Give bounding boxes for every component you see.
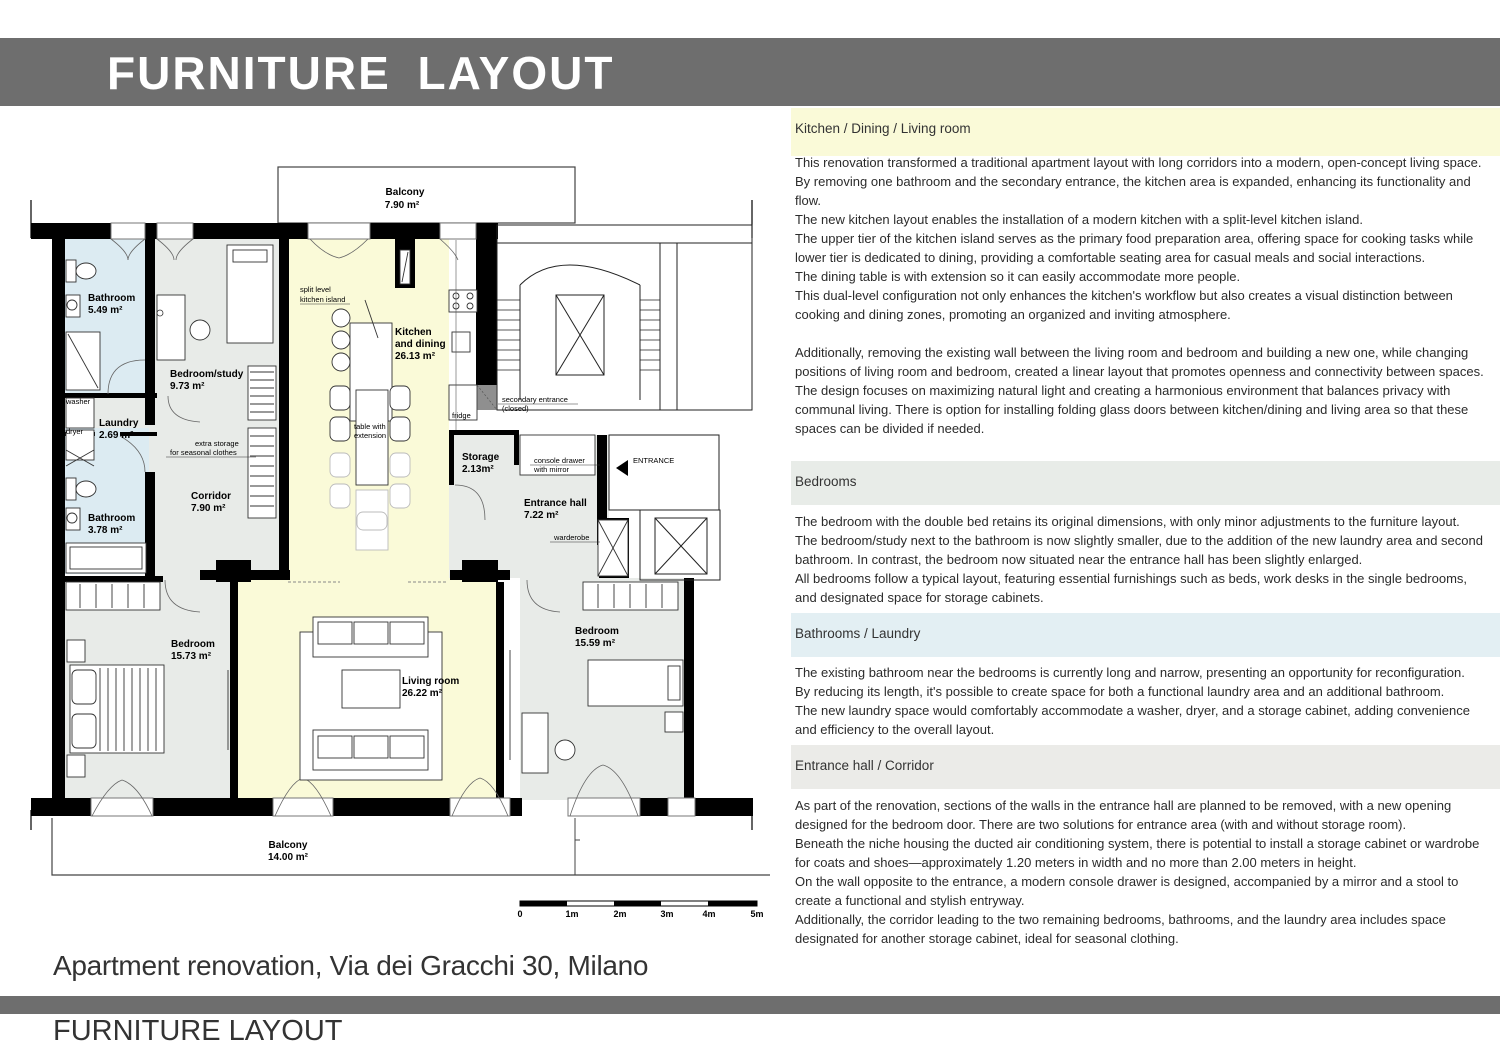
note-extra-storage: extra storage (195, 439, 239, 448)
scale-bar (520, 901, 757, 906)
balcony-top (278, 167, 575, 223)
scale-label-0: 0 (517, 909, 523, 919)
note-warderobe: warderobe (554, 533, 590, 542)
note-kitchen-island: kitchen island (300, 295, 346, 304)
bedroom-left-area: 15.73 m² (171, 651, 212, 662)
note-seasonal-clothes: for seasonal clothes (170, 448, 237, 457)
kitchen-line-6: This dual-level configuration not only enhances the kitchen's workflow but also creates a visual distinction between cooking and dining zones, promoting an organized and inviting atmosphere. (795, 288, 1453, 322)
section-heading-bathrooms: Bathrooms / Laundry (791, 613, 1500, 657)
bedroom-left-name: Bedroom (171, 639, 215, 650)
storage-name: Storage (462, 452, 500, 463)
kitchen-line-9: The design focuses on maximizing natural light and creating a harmonious environment that balances privacy with communal living. There is option for installing folding glass doors between kitchen/dining and living area so that these spaces can be divided if needed. (795, 383, 1469, 436)
kitchen-line-5: The dining table is with extension so it can easily accommodate more people. (795, 269, 1241, 284)
corridor-name: Corridor (191, 491, 231, 502)
entrance-line-4: Additionally, the corridor leading to the two remaining bedrooms, bathrooms, and the laundry area includes space designated for another storage cabinet, ideal for seasonal clothing. (795, 912, 1446, 946)
section-heading-entrance: Entrance hall / Corridor (791, 745, 1500, 789)
page-title: FURNITURE LAYOUT (107, 47, 615, 99)
scale-label-1: 1m (565, 909, 579, 919)
footer-band (0, 996, 1500, 1014)
bedroom-right-area: 15.59 m² (575, 638, 616, 649)
note-secondary-entrance: secondary entrance (502, 395, 568, 404)
bathroom2-area: 3.78 m² (88, 525, 123, 536)
bedroom-study-area: 9.73 m² (170, 381, 205, 392)
bathroom1-area: 5.49 m² (88, 305, 123, 316)
balcony-bottom-name: Balcony (268, 840, 308, 851)
entrance-line-1: As part of the renovation, sections of the walls in the entrance hall are planned to be removed, with a new opening designed for the bedroom door. There are two solutions for entrance area (with and without storage room). (795, 798, 1452, 832)
corridor-area: 7.90 m² (191, 503, 226, 514)
kitchen-name: Kitchen (395, 327, 432, 338)
footer-title: FURNITURE LAYOUT (53, 1015, 343, 1047)
project-subtitle: Apartment renovation, Via dei Gracchi 30, Milano (53, 950, 649, 981)
laundry-name: Laundry (99, 418, 139, 429)
scale-label-3: 3m (660, 909, 674, 919)
note-extension: extension (354, 431, 387, 440)
floor-plan (0, 110, 780, 930)
entrance-hall-area: 7.22 m² (524, 510, 559, 521)
bathrooms-line-3: The new laundry space would comfortably accommodate a washer, dryer, and a storage cabinet, adding convenience and efficiency to the overall layout. (795, 703, 1470, 737)
kitchen-line-1: This renovation transformed a traditional apartment layout with long corridors into a modern, open-concept living space. (795, 155, 1482, 170)
balcony-bottom-area: 14.00 m² (267, 852, 309, 863)
balcony-bottom-outline (52, 818, 770, 875)
section-text-entrance (795, 796, 1485, 948)
kitchen-area: 26.13 m² (395, 351, 436, 362)
note-entrance: ENTRANCE (633, 456, 675, 465)
note-dryer: dryer (66, 427, 84, 436)
entrance-arrow-icon (616, 460, 628, 476)
corridor-storage (248, 428, 276, 518)
note-washer: washer (66, 397, 91, 406)
note-split-level: split level (300, 285, 331, 294)
scale-label-2: 2m (613, 909, 627, 919)
bedrooms-line-1: The bedroom with the double bed retains its original dimensions, with only minor adjustments to the furniture layout. (795, 514, 1460, 529)
bathroom1-name: Bathroom (88, 293, 136, 304)
scale-label-5: 5m (750, 909, 764, 919)
laundry-area: 2.69 m² (99, 430, 134, 441)
balcony-top-area: 7.90 m² (384, 200, 420, 211)
kitchen-line-3: The new kitchen layout enables the installation of a modern kitchen with a split-level kitchen island. (795, 212, 1363, 227)
kitchen-line-7 (795, 324, 1485, 343)
note-console-drawer: console drawer (534, 456, 585, 465)
note-fridge: fridge (452, 411, 471, 420)
bathrooms-line-1: The existing bathroom near the bedrooms is currently long and narrow, presenting an opportunity for reconfiguration. (795, 665, 1465, 680)
living-room-area: 26.22 m² (402, 688, 443, 699)
kitchen-line-8: Additionally, removing the existing wall between the living room and bedroom and building a new one, while changing positions of living room and bedroom, created a linear layout that promotes openness and connectivity between spaces. (795, 345, 1484, 379)
bathroom2-name: Bathroom (88, 513, 136, 524)
bathrooms-line-2: By reducing its length, it's possible to create space for both a functional laundry area and an additional bathroom. (795, 684, 1445, 699)
note-with-mirror: with mirror (534, 465, 569, 474)
kitchen-name-2: and dining (395, 339, 446, 350)
kitchen-line-4: The upper tier of the kitchen island serves as the primary food preparation area, offering space for cooking tasks while lower tier is dedicated to dining, providing a comfortable seating area for casual meals and social interactions. (795, 231, 1474, 265)
section-text-bedrooms (795, 512, 1485, 607)
living-room-name: Living room (402, 676, 460, 687)
storage-area: 2.13m² (462, 464, 494, 475)
entrance-line-2: Beneath the niche housing the ducted air conditioning system, there is potential to install a storage cabinet or wardrobe for coats and shoes—approximately 1.20 meters in width and no more than 2.00 meters in height. (795, 836, 1480, 870)
section-heading-bedrooms: Bedrooms (791, 461, 1500, 505)
scale-label-4: 4m (702, 909, 716, 919)
kitchen-line-2: By removing one bathroom and the secondary entrance, the kitchen area is expanded, enhancing its functionality and flow. (795, 174, 1471, 208)
bedroom-right-name: Bedroom (575, 626, 619, 637)
entrance-line-3: On the wall opposite to the entrance, a modern console drawer is designed, accompanied by a mirror and a stool to create a functional and stylish entryway. (795, 874, 1459, 908)
bedrooms-line-3: All bedrooms follow a typical layout, featuring essential furnishings such as beds, work desks in the single bedrooms, and designated space for storage cabinets. (795, 571, 1468, 605)
section-text-bathrooms (795, 663, 1485, 739)
bedrooms-line-2: The bedroom/study next to the bathroom is now slightly smaller, due to the addition of the new laundry area and second bathroom. In contrast, the bedroom now situated near the entrance hall has been slightly enlarged. (795, 533, 1483, 567)
entrance-hall-name: Entrance hall (524, 498, 587, 509)
note-closed: (closed) (502, 404, 529, 413)
section-text-kitchen (795, 153, 1485, 438)
note-table-with: table with (354, 422, 386, 431)
balcony-top-name: Balcony (385, 187, 425, 198)
section-heading-kitchen: Kitchen / Dining / Living room (791, 108, 1500, 156)
bedroom-study-name: Bedroom/study (170, 369, 244, 380)
